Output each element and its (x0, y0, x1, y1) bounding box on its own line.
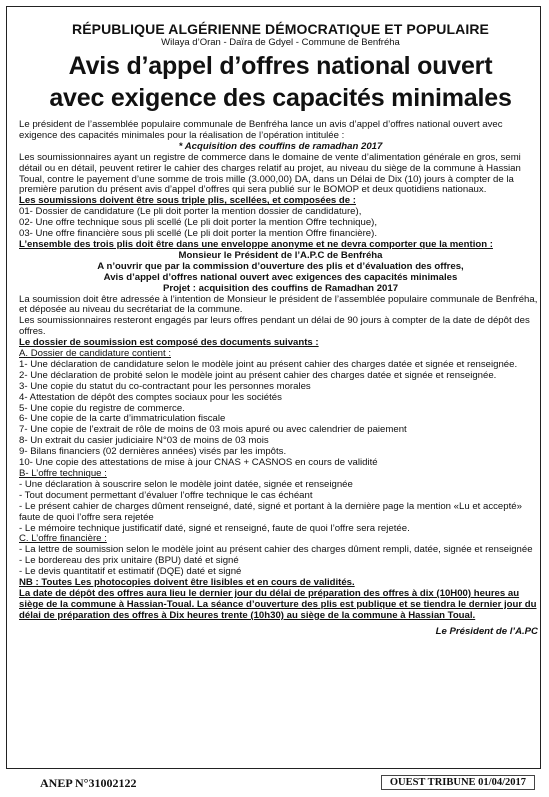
pli-item: 01- Dossier de candidature (Le pli doit porter la mention dossier de candidature), (19, 206, 362, 218)
candidature-item: 6- Une copie de la carte d’immatriculation fiscale (19, 413, 226, 425)
financiere-item: - Le bordereau des prix unitaire (BPU) daté et signé (19, 555, 239, 567)
section-a-heading: A. Dossier de candidature contient : (19, 348, 171, 360)
retrait-paragraph: Les soumissionnaires ayant un registre de commerce dans le domaine de vente d’alimentation générale en gros, semi détail ou en détail, peuvent retirer le cahier des charges relatif au projet, au niveau du siège de la commune à Hassian Toual, contre le payement d’une somme de trois mille (3.000,00) DA, dans un Délai de Dix (10) jours à compter de la première parution du présent avis d’appel d’offres qui sera publié sur le BOMOP et deux quotidiens nationaux. (19, 151, 521, 196)
candidature-item: 3- Une copie du statut du co-contractant pour les personnes morales (19, 380, 311, 392)
mention-line: Monsieur le Président de l’A.P.C de Benfréha (178, 249, 383, 261)
candidature-item: 10- Une copie des attestations de mise à jour CNAS + CASNOS en cours de validité (19, 457, 378, 469)
candidature-item: 2- Une déclaration de probité selon le modèle joint au présent cahier des charges datée et signée et renseignée. (19, 369, 497, 381)
docs-heading: Le dossier de soumission est composé des documents suivants : (19, 337, 319, 349)
publication-stamp: OUEST TRIBUNE 01/04/2017 (381, 775, 535, 790)
nb-note: NB : Toutes Les photocopies doivent être lisibles et en cours de validités. (19, 577, 355, 589)
adresse-paragraph: La soumission doit être adressée à l’intention de Monsieur le président de l’assemblée populaire communale de Benfréha, et déposée au niveau du secrétariat de la commune. (19, 293, 538, 316)
notice-title-line2: avec exigence des capacités minimales (49, 84, 512, 112)
candidature-item: 4- Attestation de dépôt des comptes sociaux pour les sociétés (19, 391, 282, 403)
pli-item: 03- Une offre financière sous pli scellé (Le pli doit porter la mention Offre financière). (19, 228, 377, 240)
section-b-heading: B- L’offre technique : (19, 468, 107, 479)
candidature-item: 7- Une copie de l’extrait de rôle de moins de 03 mois apuré ou avec calendrier de paiement (19, 424, 407, 436)
notice-body (19, 120, 542, 622)
intro-paragraph: Le président de l’assemblée populaire communale de Benfréha lance un avis d’appel d’offres national ouvert avec exigence des capacités minimales pour la réalisation de l’opération intitulée : (19, 119, 503, 141)
signature: Le Président de l’A.PC (435, 625, 538, 637)
depot-paragraph: La date de dépôt des offres aura lieu le dernier jour du délai de préparation des offres à dix (10H00) heures au siège de la commune à Hassian-Toual. La séance d’ouverture des plis est publique et se tiendra le dernier jour du délai de préparation des offres à Dix heures trente (10h30) au siège de la commune à Hassian Toual. (19, 587, 537, 621)
candidature-item: 5- Une copie du registre de commerce. (19, 402, 185, 414)
country-header: RÉPUBLIQUE ALGÉRIENNE DÉMOCRATIQUE ET POPULAIRE (72, 21, 489, 37)
operation-title: * Acquisition des couffins de ramadhan 2017 (178, 140, 383, 152)
technique-item: - Tout document permettant d’évaluer l’offre technique le cas échéant (19, 489, 313, 501)
mention-line: Projet : acquisition des couffins de Ramadhan 2017 (162, 282, 399, 294)
notice-title-line1: Avis d’appel d’offres national ouvert (68, 52, 493, 80)
enveloppe-paragraph: L’ensemble des trois plis doit être dans une enveloppe anonyme et ne devra comporter que la mention : (19, 238, 493, 250)
plis-heading: Les soumissions doivent être sous triple plis, scellées, et composées de : (19, 195, 356, 207)
candidature-item: 9- Bilans financiers (02 dernières années) visés par les impôts. (19, 446, 287, 458)
notice-footer (6, 775, 541, 793)
pli-item: 02- Une offre technique sous pli scellé (Le pli doit porter la mention Offre technique), (19, 217, 378, 229)
delai-paragraph: Les soumissionnaires resteront engagés par leurs offres pendant un délai de 90 jours à compter de la date de dépôt des offres. (19, 315, 530, 338)
technique-item: - Le présent cahier de charges dûment renseigné, daté, signé et portant à la dernière page la mention «Lu et accepté» faute de quoi l’offre sera rejetée (19, 500, 522, 523)
anep-reference: ANEP N°31002122 (40, 776, 137, 790)
financiere-item: - La lettre de soumission selon le modèle joint au présent cahier des charges dûment rempli, datée, signée et renseignée (19, 544, 533, 556)
notice-frame (6, 6, 541, 769)
financiere-item: - Le devis quantitatif et estimatif (DQE) daté et signé (19, 566, 242, 578)
section-c-heading: C. L’offre financière : (19, 533, 107, 545)
technique-item: - Une déclaration à souscrire selon le modèle joint datée, signée et renseignée (19, 478, 353, 490)
mention-line: A n’ouvrir que par la commission d’ouverture des plis et d’évaluation des offres, (97, 260, 464, 272)
technique-item: - Le mémoire technique justificatif daté, signé et renseigné, faute de quoi l’offre sera rejetée. (19, 522, 410, 534)
wilaya-subline: Wilaya d’Oran - Daïra de Gdyel - Commune de Benfréha (161, 37, 400, 48)
candidature-item: 1- Une déclaration de candidature selon le modèle joint au présent cahier des charges datée et signée et renseignée. (19, 358, 518, 370)
candidature-item: 8- Un extrait du casier judiciaire N°03 de moins de 03 mois (19, 435, 269, 447)
notice-content (19, 17, 542, 637)
mention-line: Avis d’appel d’offres national ouvert avec exigences des capacités minimales (103, 271, 458, 283)
